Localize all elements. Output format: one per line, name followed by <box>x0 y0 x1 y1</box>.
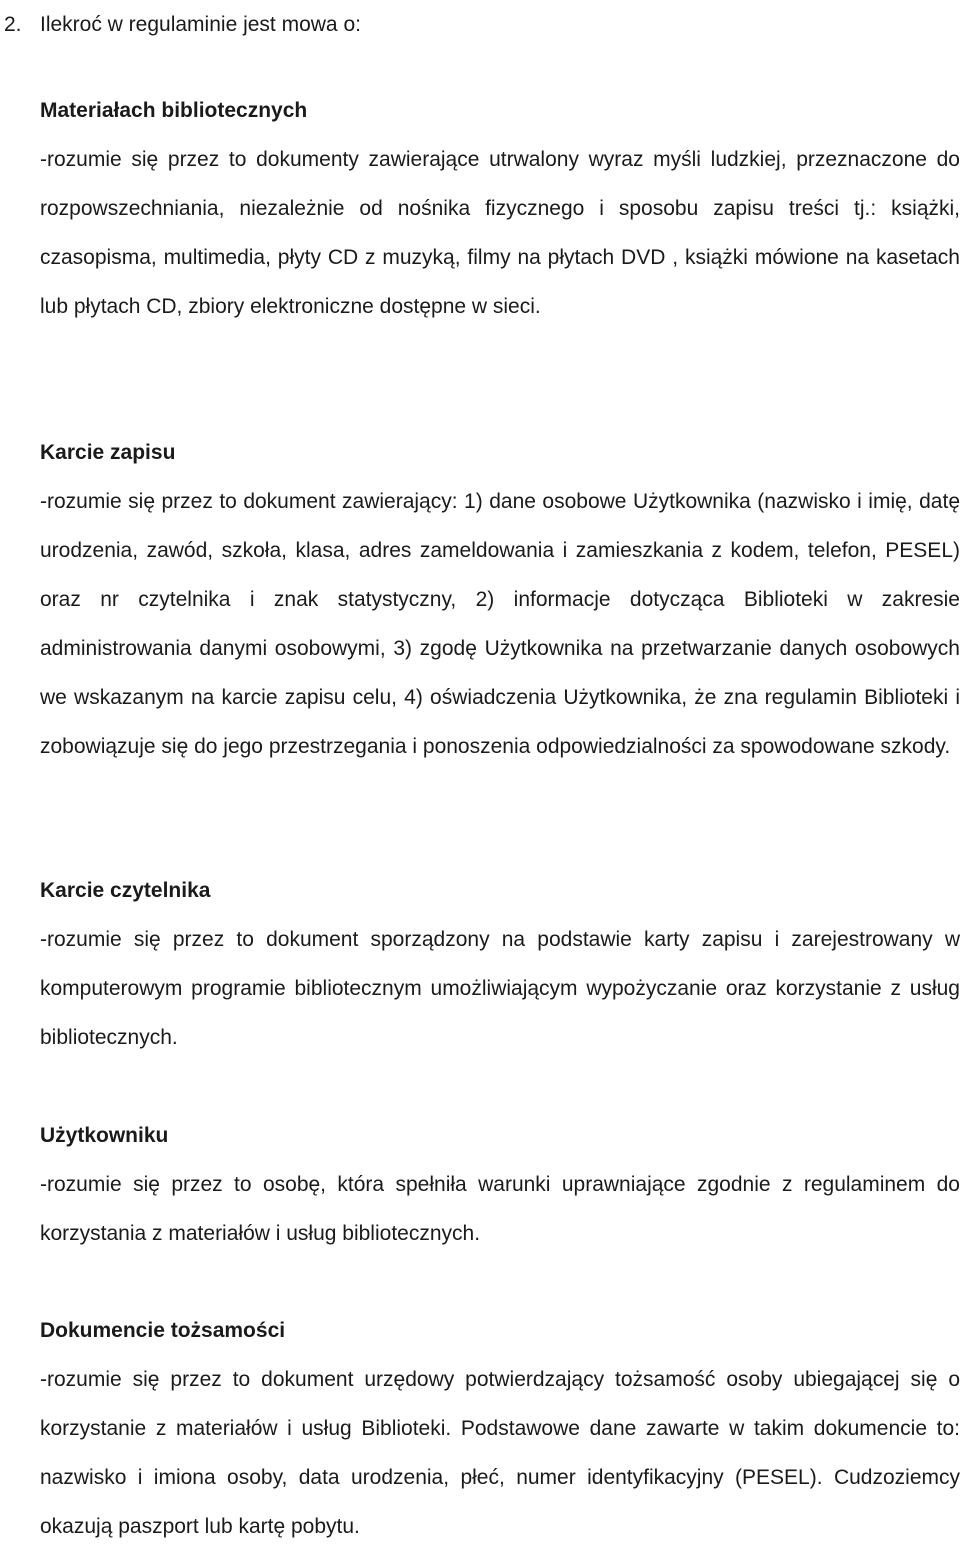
definition-karta-zapisu <box>40 428 960 771</box>
point-heading <box>0 0 900 49</box>
definition-text: -rozumie się przez to osobę, która spełniła warunki uprawniające zgodnie z regulaminem do korzystania z materiałów i usług bibliotecznych. <box>40 1173 960 1245</box>
point-intro-text: Ilekroć w regulaminie jest mowa o: <box>40 13 361 36</box>
definition-uzytkownik <box>40 1111 960 1258</box>
definition-dokument-tozsamosci <box>40 1306 960 1551</box>
definition-text: -rozumie się przez to dokument urzędowy potwierdzający tożsamość osoby ubiegającej się o korzystanie z materiałów i usług Biblioteki. Podstawowe dane zawarte w takim dokumencie to: nazwisko i imiona osoby, data urodzenia, płeć, numer identyfikacyjny (PESEL). Cudzoziemcy okazują paszport lub kartę pobytu. <box>40 1368 960 1538</box>
definition-text: -rozumie się przez to dokumenty zawierające utrwalony wyraz myśli ludzkiej, przeznaczone do rozpowszechniania, niezależnie od nośnika fizycznego i sposobu zapisu treści tj.: książki, czasopisma, multimedia, płyty CD z muzyką, filmy na płytach DVD , książki mówione na kasetach lub płytach CD, zbiory elektroniczne dostępne w sieci. <box>40 148 960 318</box>
term-heading: Materiałach bibliotecznych <box>40 99 308 122</box>
point-number: 2. <box>4 13 22 36</box>
term-heading: Karcie zapisu <box>40 441 176 464</box>
definition-karta-czytelnika <box>40 866 960 1062</box>
term-heading: Dokumencie tożsamości <box>40 1319 286 1342</box>
term-heading: Karcie czytelnika <box>40 879 211 902</box>
definition-text: -rozumie się przez to dokument zawierający: 1) dane osobowe Użytkownika (nazwisko i imię, datę urodzenia, zawód, szkoła, klasa, adres zameldowania i zamieszkania z kodem, telefon, PESEL) oraz nr czytelnika i znak statystyczny, 2) informacje dotycząca Biblioteki w zakresie administrowania danymi osobowymi, 3) zgodę Użytkownika na przetwarzanie danych osobowych we wskazanym na karcie zapisu celu, 4) oświadczenia Użytkownika, że zna regulamin Biblioteki i zobowiązuje się do jego przestrzegania i ponoszenia odpowiedzialności za spowodowane szkody. <box>40 490 960 758</box>
definition-materialy <box>40 86 960 331</box>
term-heading: Użytkowniku <box>40 1124 169 1147</box>
definition-text: -rozumie się przez to dokument sporządzony na podstawie karty zapisu i zarejestrowany w komputerowym programie bibliotecznym umożliwiającym wypożyczanie oraz korzystanie z usług bibliotecznych. <box>40 928 960 1049</box>
